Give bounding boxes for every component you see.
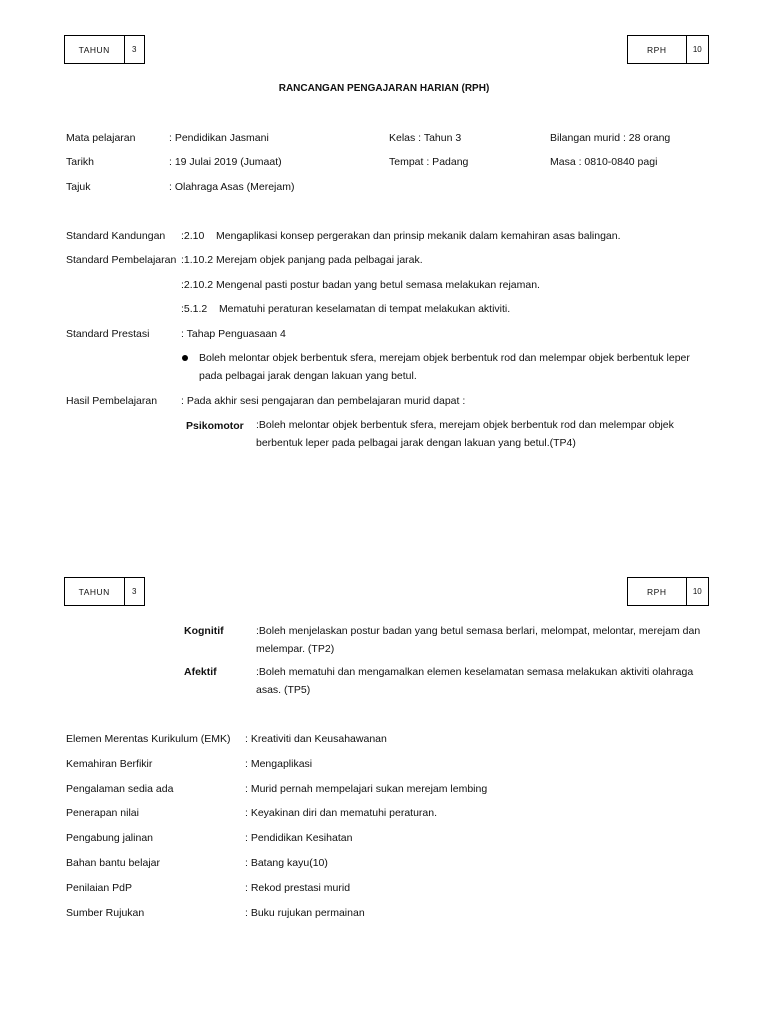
row-value: : Pendidikan Kesihatan — [245, 832, 353, 844]
row-value: : Keyakinan diri dan mematuhi peraturan. — [245, 807, 438, 819]
kelas-text: Kelas : Tahun 3 — [389, 132, 462, 144]
row-value: : Kreativiti dan Keusahawanan — [245, 733, 387, 745]
row-label: Bahan bantu belajar — [66, 857, 160, 869]
row-value: : Rekod prestasi murid — [245, 882, 351, 894]
row-value: : Mengaplikasi — [245, 758, 313, 770]
row-value: : Buku rujukan permainan — [245, 907, 365, 919]
hasil-pembelajaran-label: Hasil Pembelajaran — [66, 395, 158, 407]
header-box-tahun-2 — [64, 577, 145, 606]
standard-pembelajaran-1: :1.10.2 Merejam objek panjang pada pelbagai jarak. — [181, 254, 423, 266]
mata-pelajaran-value: : Pendidikan Jasmani — [169, 132, 269, 144]
header-box-rph — [627, 35, 709, 64]
afektif-text: :Boleh mematuhi dan mengamalkan elemen keselamatan semasa melakukan aktiviti olahraga asas. (TP5) — [256, 666, 694, 696]
rph-label: RPH — [628, 36, 687, 63]
page-title: RANCANGAN PENGAJARAN HARIAN (RPH) — [278, 83, 490, 94]
row-label: Penilaian PdP — [66, 882, 132, 894]
rph-value: 10 — [692, 45, 702, 54]
masa-text: Masa : 0810-0840 pagi — [550, 156, 658, 168]
row-label: Elemen Merentas Kurikulum (EMK) — [66, 733, 231, 745]
tahun-value-2: 3 — [132, 587, 137, 596]
header-box-tahun — [64, 35, 145, 64]
tempat-text: Tempat : Padang — [389, 156, 469, 168]
row-value: : Murid pernah mempelajari sukan merejam lembing — [245, 783, 488, 795]
kognitif-label: Kognitif — [184, 625, 224, 637]
row-label: Pengalaman sedia ada — [66, 783, 174, 795]
standard-pembelajaran-2: :2.10.2 Mengenal pasti postur badan yang betul semasa melakukan rejaman. — [181, 279, 540, 291]
kognitif-text: :Boleh menjelaskan postur badan yang betul semasa berlari, melompat, melontar, merejam dan melempar. (TP2) — [256, 625, 701, 655]
tajuk-value: : Olahraga Asas (Merejam) — [169, 181, 295, 193]
rph-label-2: RPH — [628, 578, 687, 605]
standard-prestasi-value: : Tahap Penguasaan 4 — [181, 328, 286, 340]
hasil-pembelajaran-value: : Pada akhir sesi pengajaran dan pembelajaran murid dapat : — [181, 395, 466, 407]
standard-kandungan-label: Standard Kandungan — [66, 230, 166, 242]
mata-pelajaran-label: Mata pelajaran — [66, 132, 136, 144]
row-label: Sumber Rujukan — [66, 907, 145, 919]
tarikh-value: : 19 Julai 2019 (Jumaat) — [169, 156, 282, 168]
row-value: : Batang kayu(10) — [245, 857, 328, 869]
bilangan-murid-text: Bilangan murid : 28 orang — [550, 132, 671, 144]
tahun-label: TAHUN — [65, 36, 125, 63]
standard-pembelajaran-3: :5.1.2 Mematuhi peraturan keselamatan di tempat melakukan aktiviti. — [181, 303, 511, 315]
row-label: Kemahiran Berfikir — [66, 758, 153, 770]
row-label: Pengabung jalinan — [66, 832, 153, 844]
tajuk-label: Tajuk — [66, 181, 91, 193]
standard-pembelajaran-label: Standard Pembelajaran — [66, 254, 177, 266]
tarikh-label: Tarikh — [66, 156, 95, 168]
row-label: Penerapan nilai — [66, 807, 139, 819]
bullet-icon — [182, 355, 188, 361]
tahun-label-2: TAHUN — [65, 578, 125, 605]
afektif-label: Afektif — [184, 666, 217, 678]
standard-prestasi-label: Standard Prestasi — [66, 328, 150, 340]
bullet-text: Boleh melontar objek berbentuk sfera, merejam objek berbentuk rod dan melempar objek berbentuk leper pada pelbagai jarak dengan lakuan yang betul. — [199, 352, 690, 382]
rph-value-2: 10 — [692, 587, 702, 596]
psikomotor-label: Psikomotor — [186, 420, 244, 432]
tahun-value: 3 — [132, 45, 137, 54]
standard-kandungan-value: :2.10 Mengaplikasi konsep pergerakan dan prinsip mekanik dalam kemahiran asas balingan. — [181, 230, 621, 242]
header-box-rph-2 — [627, 577, 709, 606]
psikomotor-text: :Boleh melontar objek berbentuk sfera, merejam objek berbentuk rod dan melempar objek berbentuk leper pada pelbagai jarak dengan lakuan yang betul.(TP4) — [256, 419, 674, 449]
